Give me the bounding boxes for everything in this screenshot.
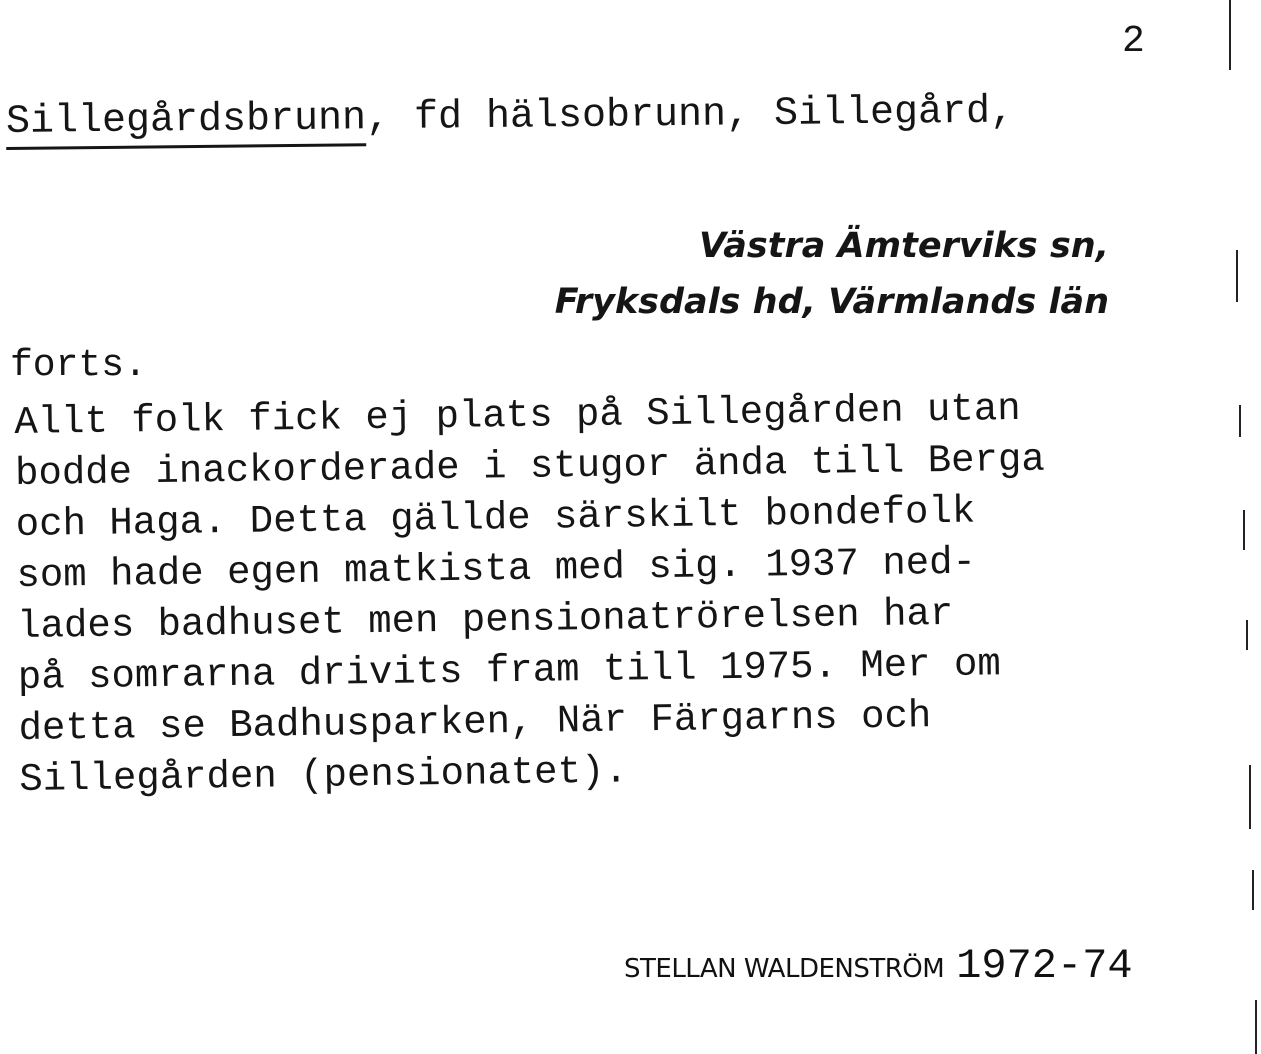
continued-label: forts. (10, 344, 147, 387)
body-line: som hade egen matkista med sig. 1937 ned- (16, 540, 977, 598)
place-description: , fd hälsobrunn, Sillegård, (365, 89, 1015, 142)
location-parish: Västra Ämterviks sn, (698, 226, 1109, 266)
card-heading (6, 89, 1015, 150)
signature-years: 1972-74 (956, 942, 1133, 990)
location-district-county: Fryksdals hd, Värmlands län (554, 282, 1109, 322)
scan-edge-mark (1255, 1000, 1257, 1054)
body-text (14, 384, 1049, 806)
place-title: Sillegårdsbrunn (6, 97, 367, 150)
body-line: Allt folk fick ej plats på Sillegården utan (14, 386, 1021, 445)
location-stamp (555, 218, 1109, 330)
body-line: Sillegården (pensionatet). (19, 749, 629, 802)
scan-edge-mark (1246, 620, 1248, 650)
body-line: detta se Badhusparken, När Färgarns och (18, 694, 932, 751)
signature (624, 942, 1133, 990)
signature-author: STELLAN WALDENSTRÖM (624, 954, 945, 984)
scan-edge-mark (1252, 870, 1254, 910)
scan-edge-mark (1249, 765, 1251, 829)
page-number: 2 (1122, 20, 1145, 63)
body-line: lades badhuset men pensionatrörelsen har (16, 591, 954, 649)
scan-edge-mark (1243, 510, 1245, 550)
body-line: på somrarna drivits fram till 1975. Mer om (17, 642, 1002, 700)
scan-edge-mark (1239, 405, 1241, 437)
body-line: bodde inackorderade i stugor ända till Berga (14, 437, 1046, 496)
scan-edge-mark (1236, 250, 1238, 302)
scan-edge-mark (1229, 0, 1231, 70)
body-line: och Haga. Detta gällde särskilt bondefolk (15, 489, 976, 547)
